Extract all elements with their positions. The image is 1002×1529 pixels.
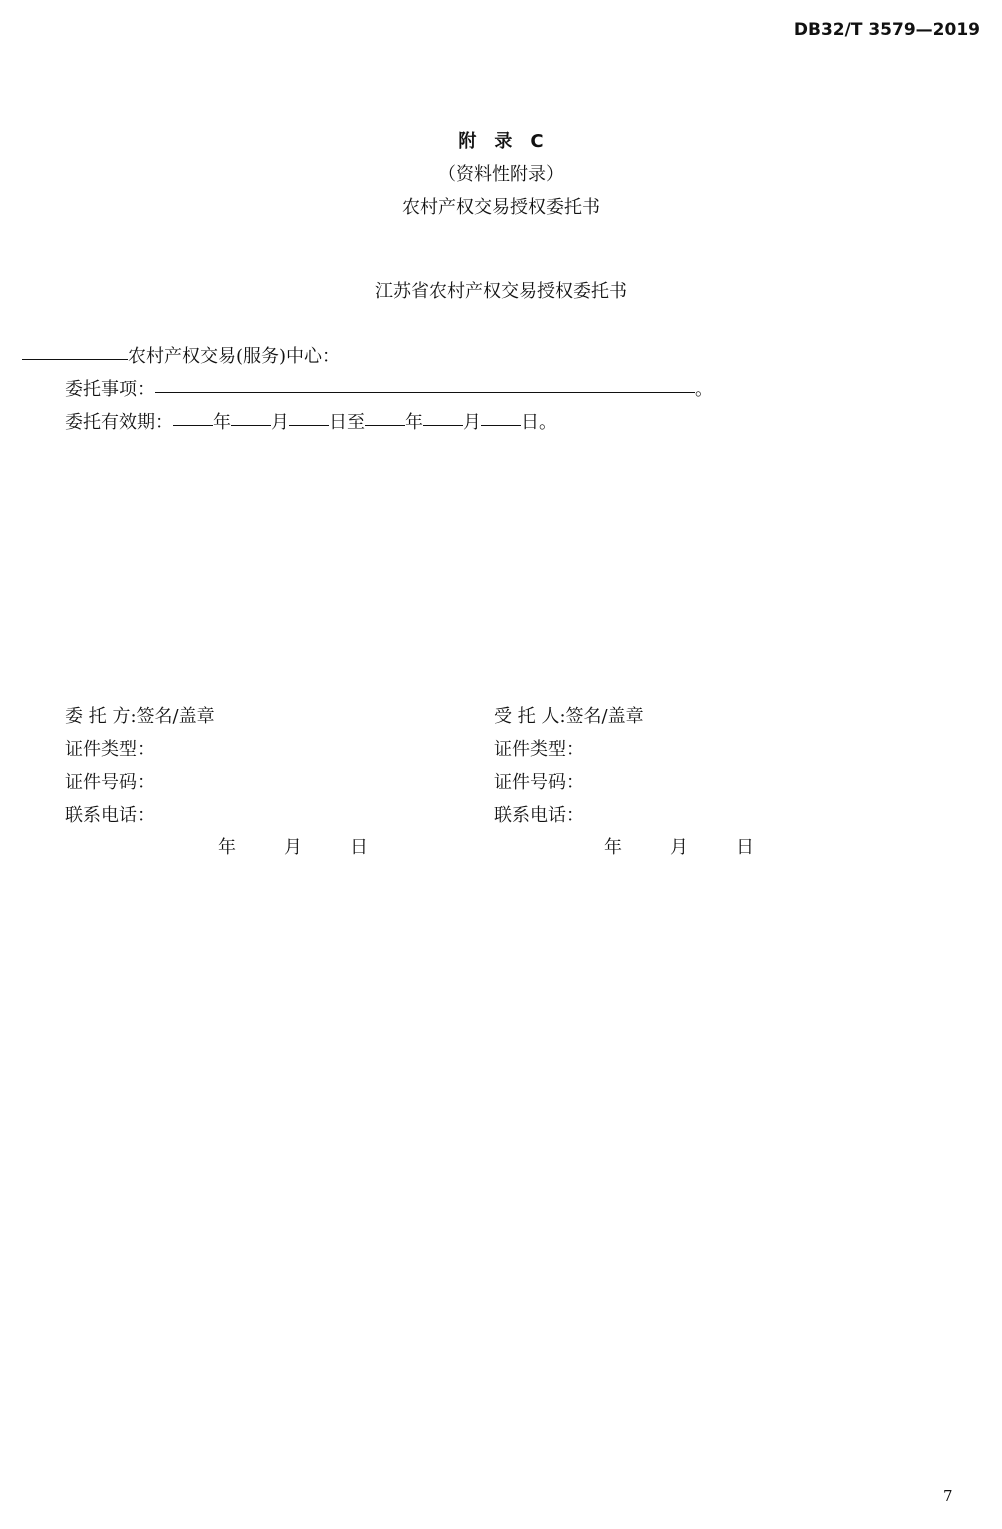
- addressee-suffix: 农村产权交易(服务)中心：: [128, 346, 341, 367]
- agent-id-number[interactable]: 证件号码：: [494, 772, 584, 793]
- principal-sign-label[interactable]: 委 托 方:签名/盖章: [65, 706, 215, 727]
- to-label: 日至: [329, 412, 365, 433]
- page-number: 7: [943, 1487, 953, 1505]
- matter-line: [65, 375, 713, 401]
- agent-phone[interactable]: 联系电话：: [494, 805, 584, 826]
- document-number: DB32/T 3579—2019: [793, 20, 980, 40]
- matter-end: 。: [695, 379, 713, 400]
- principal-date-year: 年: [218, 837, 236, 858]
- validity-line: [65, 408, 557, 434]
- start-month-blank[interactable]: [231, 424, 271, 426]
- start-day-blank[interactable]: [289, 424, 329, 426]
- principal-phone[interactable]: 联系电话：: [65, 805, 155, 826]
- matter-blank[interactable]: [155, 391, 695, 393]
- agent-date-year: 年: [604, 837, 622, 858]
- agent-sign-label[interactable]: 受 托 人:签名/盖章: [494, 706, 644, 727]
- matter-label: 委托事项：: [65, 379, 155, 400]
- end-day-blank[interactable]: [481, 424, 521, 426]
- principal-id-type[interactable]: 证件类型：: [65, 739, 155, 760]
- start-year-label: 年: [213, 412, 231, 433]
- form-title: 江苏省农村产权交易授权委托书: [375, 281, 627, 302]
- principal-date-month: 月: [284, 837, 302, 858]
- principal-date-day: 日: [350, 837, 368, 858]
- principal-id-number[interactable]: 证件号码：: [65, 772, 155, 793]
- end-year-blank[interactable]: [365, 424, 405, 426]
- end-month-label: 月: [463, 412, 481, 433]
- validity-label: 委托有效期：: [65, 412, 173, 433]
- start-year-blank[interactable]: [173, 424, 213, 426]
- appendix-type: （资料性附录）: [438, 164, 564, 185]
- start-month-label: 月: [271, 412, 289, 433]
- appendix-title: 农村产权交易授权委托书: [402, 197, 600, 218]
- agent-date-month: 月: [670, 837, 688, 858]
- appendix-label: 附 录 C: [458, 131, 544, 152]
- period-end-label: 日。: [521, 412, 557, 433]
- end-month-blank[interactable]: [423, 424, 463, 426]
- addressee-blank[interactable]: [22, 358, 128, 360]
- agent-date-day: 日: [736, 837, 754, 858]
- agent-id-type[interactable]: 证件类型：: [494, 739, 584, 760]
- addressee-line: [22, 342, 340, 368]
- end-year-label: 年: [405, 412, 423, 433]
